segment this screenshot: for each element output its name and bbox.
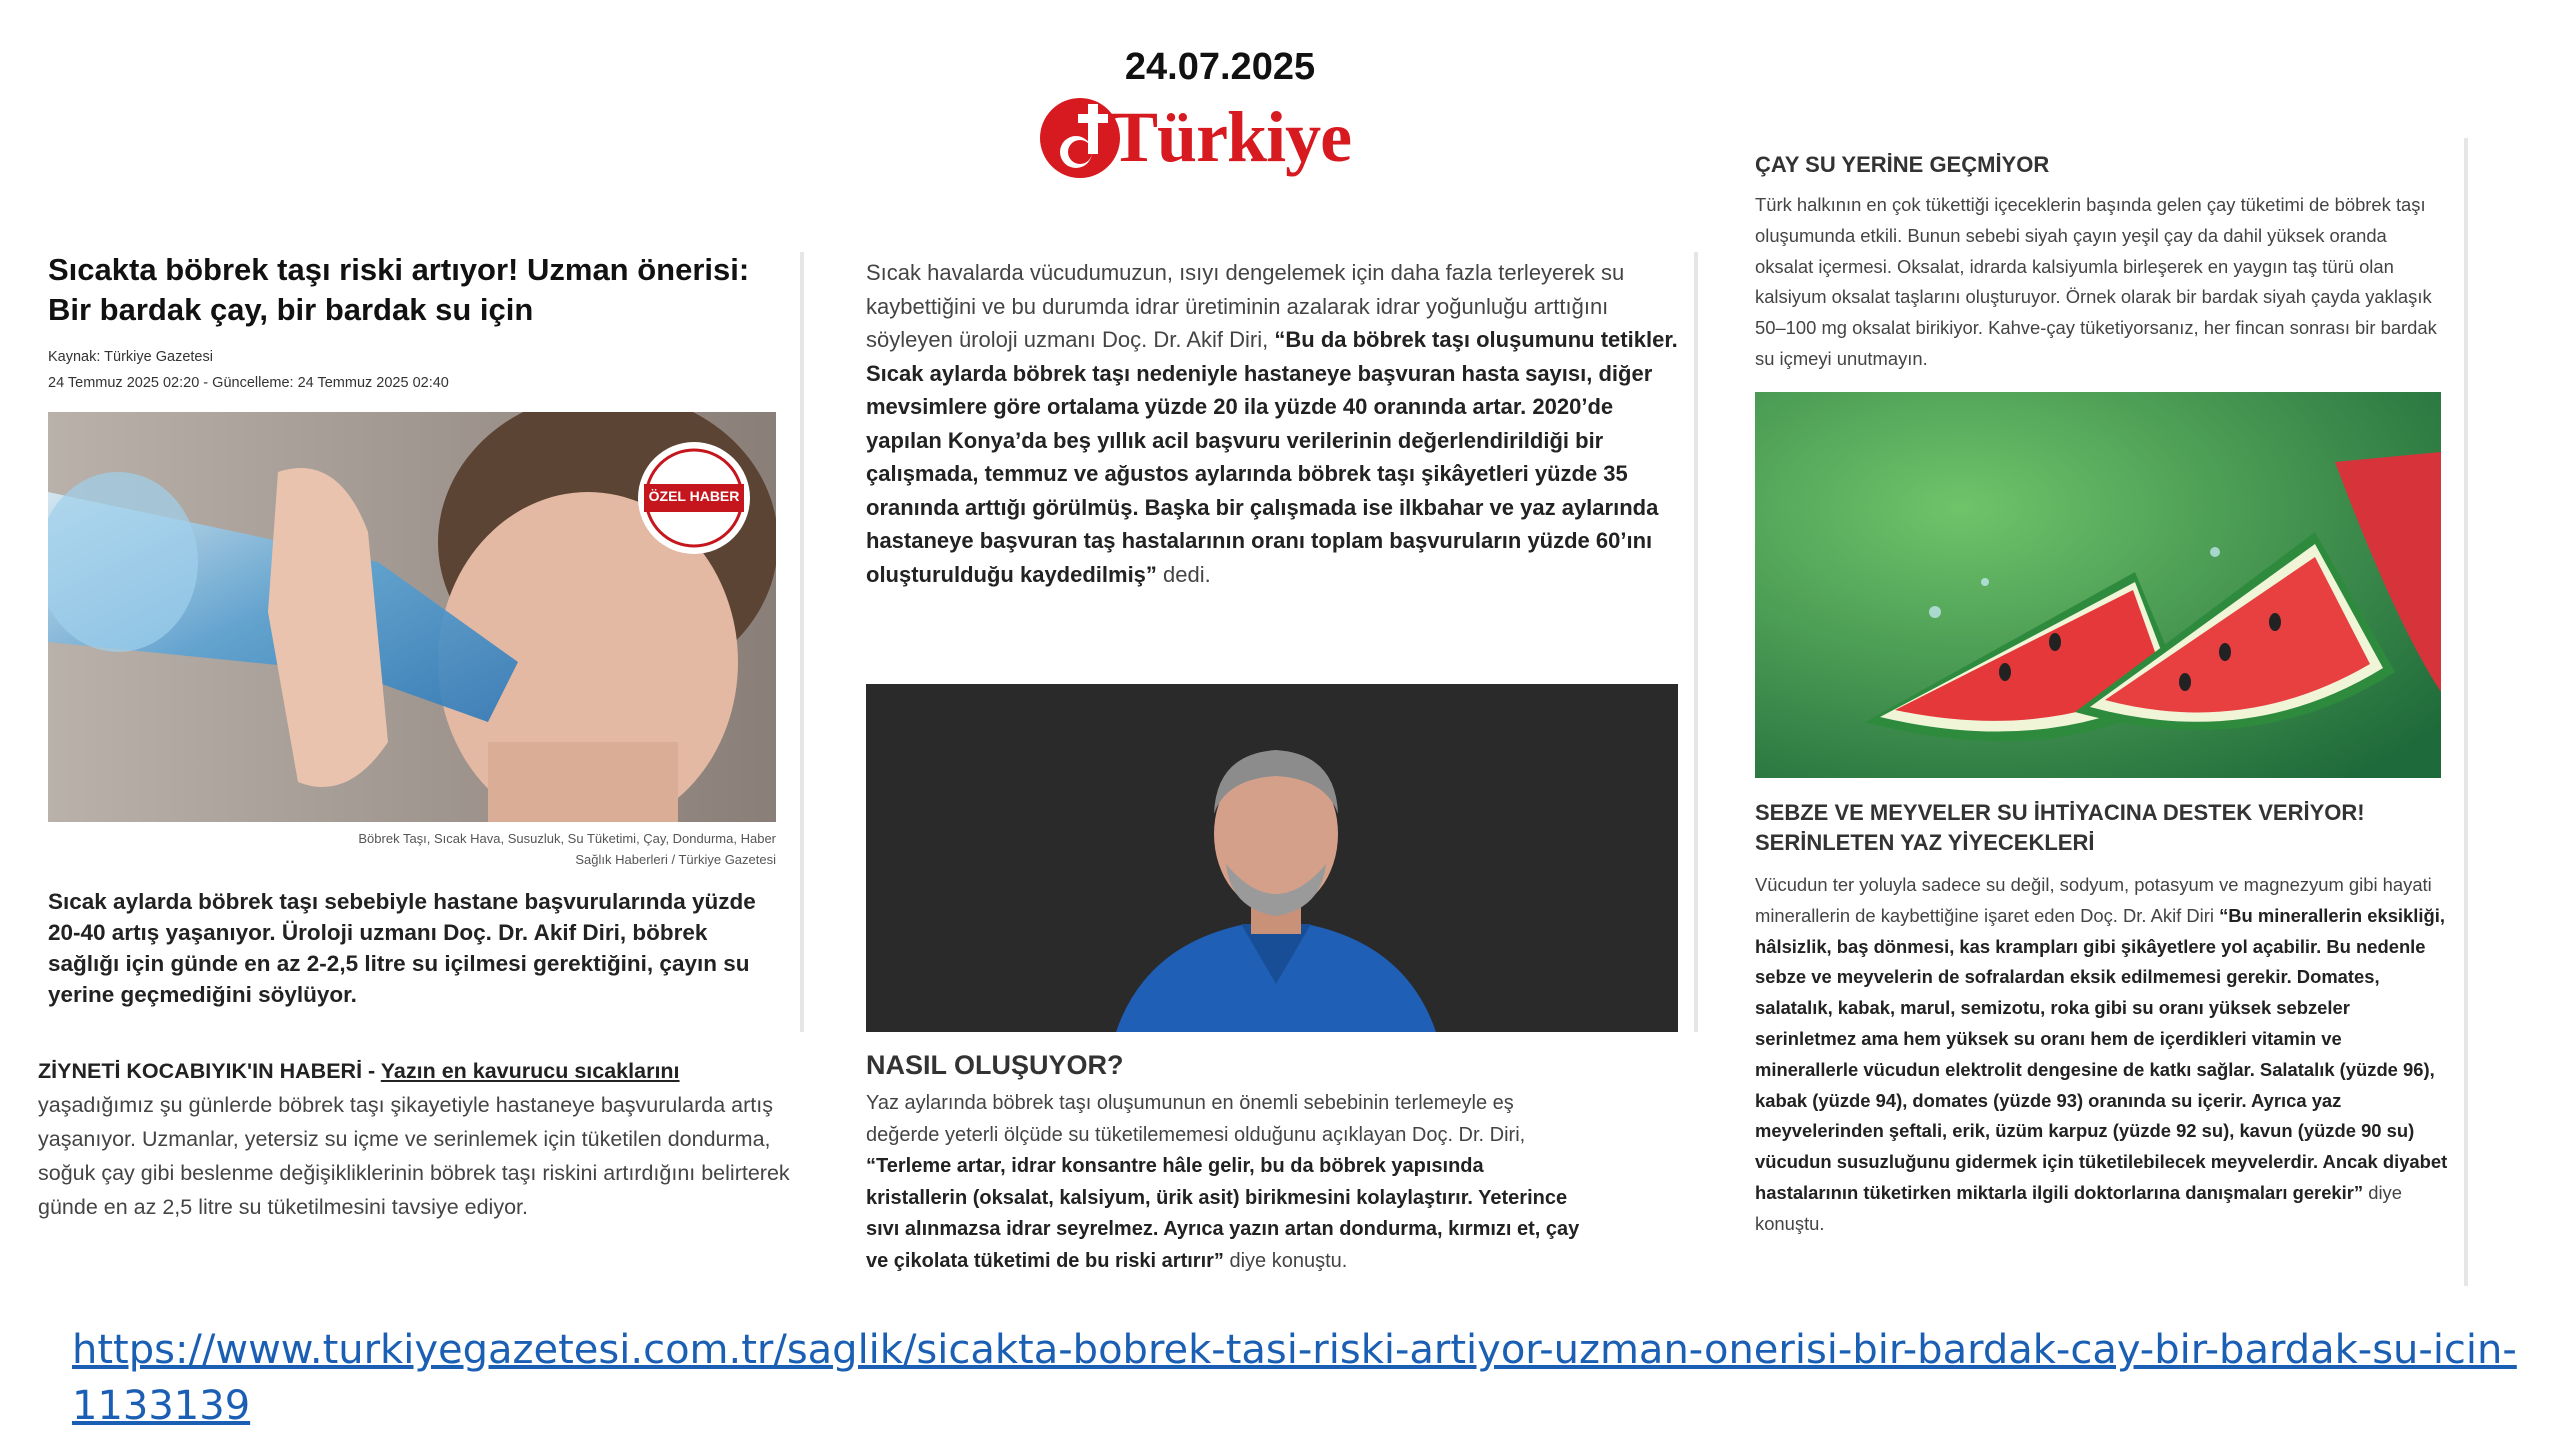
doctor-portrait-photo bbox=[866, 684, 1678, 1032]
article-dates: 24 Temmuz 2025 02:20 - Güncelleme: 24 Temmuz 2025 02:40 bbox=[48, 375, 449, 391]
clipping-date: 24.07.2025 bbox=[1124, 46, 1316, 88]
column-divider bbox=[2464, 138, 2468, 1286]
photo-caption-source: Sağlık Haberleri / Türkiye Gazetesi bbox=[575, 852, 776, 867]
section-title-vegetables: SEBZE VE MEYVELER SU İHTİYACINA DESTEK VERİYOR! SERİNLETEN YAZ YİYECEKLERİ bbox=[1755, 800, 2365, 855]
watermelon-photo bbox=[1755, 392, 2441, 778]
section-title-how: NASIL OLUŞUYOR? bbox=[866, 1050, 1124, 1080]
statement-quote: “Bu da böbrek taşı oluşumunu tetikler. Sıcak aylarda böbrek taşı nedeniyle hastaneye başvuran hasta sayısı, diğer mevsimlere göre ortalama yüzde 20 ila yüzde 40 oranında artar. 2020’de yapılan Konya’da beş yıllık acil başvuru verilerinin değerlendirildiği bir çalışmada, temmuz ve ağustos aylarında böbrek taşı şikâyetleri yüzde 35 oranında arttığı görülmüş. Başka bir çalışmada ise ilkbahar ve yaz aylarında hastaneye başvuran taş hastalarının oranı toplam başvuruların yüzde 60’ını oluşturulduğu kaydedilmiş” bbox=[866, 327, 1678, 587]
expert-statement bbox=[866, 256, 1686, 591]
section-tea-text: Türk halkının en çok tükettiği içeceklerin başında gelen çay tüketimi de böbrek taşı oluşumunda etkili. Bunun sebebi siyah çayın yeşil çay da dahil yüksek oranda oksalat içermesi. Oksalat, idrarda kalsiyumla birleşerek en yaygın taş türü olan kalsiyum oksalat taşlarını oluşturuyor. Örnek olarak bir bardak siyah çayda yaklaşık 50–100 mg oksalat birikiyor. Kahve-çay tüketiyorsanız, her fincan sonrası bir bardak su içmeyi unutmayın. bbox=[1755, 194, 2437, 369]
exclusive-news-badge: ÖZEL HABER bbox=[648, 488, 740, 504]
column-divider bbox=[800, 252, 804, 1032]
vegetables-quote-cont: Salatalık (yüzde 96), kabak (yüzde 94), domates (yüzde 93) oranında su içerir. Ayrıca yaz meyvelerinden şeftali, erik, üzüm karpuz (yüzde 92 su), kavun (yüzde 90 su) vücudun susuzluğunu gidermek için tüketilebilecek meyvelerdir. Ancak diyabet hastalarının tüketirken miktarla ilgili doktorlarına danışmaları gerekir” bbox=[1755, 1058, 2448, 1203]
statement-intro: Sıcak havalarda vücudumuzun, ısıyı dengelemek için daha fazla terleyerek su kaybettiğini ve bu durumda idrar üretiminin azalarak idrar yoğunluğu arttığını söyleyen üroloji uzmanı Doç. Dr. Akif Diri, bbox=[866, 260, 1625, 352]
photo-caption: Böbrek Taşı, Sıcak Hava, Susuzluk, Su Tüketimi, Çay, Dondurma, Haber bbox=[358, 831, 776, 846]
intro-text: yaşadığımız şu günlerde böbrek taşı şikayetiyle hastaneye başvurularda artış yaşanıyor. Uzmanlar, yetersiz su içme ve serinlemek için tüketilen dondurma, soğuk çay gibi beslenme değişikliklerinin böbrek taşı riskini artırdığını belirterek günde en az 2,5 litre su tüketilmesini tavsiye ediyor. bbox=[38, 1093, 790, 1219]
article-source: Kaynak: Türkiye Gazetesi bbox=[48, 349, 213, 365]
article-lead: Sıcak aylarda böbrek taşı sebebiyle hastane başvurularında yüzde 20-40 artış yaşanıyor. Üroloji uzmanı Doç. Dr. Akif Diri, böbrek sağlığı için günde en az 2-2,5 litre su içilmesi gerektiğini, çayın su yerine geçmediğini söylüyor. bbox=[48, 889, 756, 1007]
article-headline: Sıcakta böbrek taşı riski artıyor! Uzman önerisi: Bir bardak çay, bir bardak su için bbox=[48, 252, 750, 327]
logo-wordmark: Türkiye bbox=[1110, 97, 1352, 177]
related-article-link[interactable]: Yazın en kavurucu sıcaklarını bbox=[380, 1059, 680, 1083]
section-how-intro: Yaz aylarında böbrek taşı oluşumunun en önemli sebebinin terlemeyle eş değerde yeterli ölçüde su tüketilememesi olduğunu açıklayan Doç. Dr. Diri, bbox=[866, 1092, 1526, 1146]
section-how-end: diye konuştu. bbox=[1223, 1249, 1348, 1272]
column-divider bbox=[1694, 252, 1698, 1032]
woman-drinking-water-photo bbox=[48, 412, 776, 822]
source-url-link[interactable]: https://www.turkiyegazetesi.com.tr/saglik/sicakta-bobrek-tasi-riski-artiyor-uzman-onerisi-bir-bardak-cay-bir-bardak-su-icin-1133139 bbox=[72, 1327, 2517, 1429]
article-body-intro bbox=[38, 1054, 798, 1224]
byline: ZİYNETİ KOCABIYIK'IN HABERİ - bbox=[38, 1059, 381, 1083]
newspaper-logo bbox=[1038, 92, 1352, 184]
vegetables-end: diye konuştu. bbox=[1755, 1181, 2402, 1234]
section-title-tea: ÇAY SU YERİNE GEÇMİYOR bbox=[1755, 152, 2050, 177]
section-vegetables-text bbox=[1755, 870, 2450, 1240]
vegetables-intro: Vücudun ter yoluyla sadece su değil, sodyum, potasyum ve magnezyum gibi hayati minerallerin de kaybettiğine işaret eden Doç. Dr. Akif Diri bbox=[1755, 874, 2432, 926]
section-how-text bbox=[866, 1088, 1586, 1278]
statement-end: dedi. bbox=[1156, 561, 1211, 587]
section-how-quote: “Terleme artar, idrar konsantre hâle gelir, bu da böbrek yapısında kristallerin (oksalat, kalsiyum, ürik asit) birikmesini kolaylaştırır. Yeterince sıvı alınmazsa idrar seyrelmez. Ayrıca yazın artan dondurma, kırmızı et, çay ve çikolata tüketimi de bu riski artırır” bbox=[866, 1155, 1580, 1272]
vegetables-quote: “Bu minerallerin eksikliği, hâlsizlik, baş dönmesi, kas krampları gibi şikâyetlere yol açabilir. Bu nedenle sebze ve meyvelerin de sofralardan eksik edilmemesi gerekir. Domates, salatalık, kabak, marul, semizotu, roka gibi su oranı yüksek sebzeler serinletmez ama hem yüksek su oranı hem de içerdikleri vitamin ve minerallerle vücudun elektrolit dengesine de katkı sağlar. bbox=[1755, 904, 2445, 1080]
